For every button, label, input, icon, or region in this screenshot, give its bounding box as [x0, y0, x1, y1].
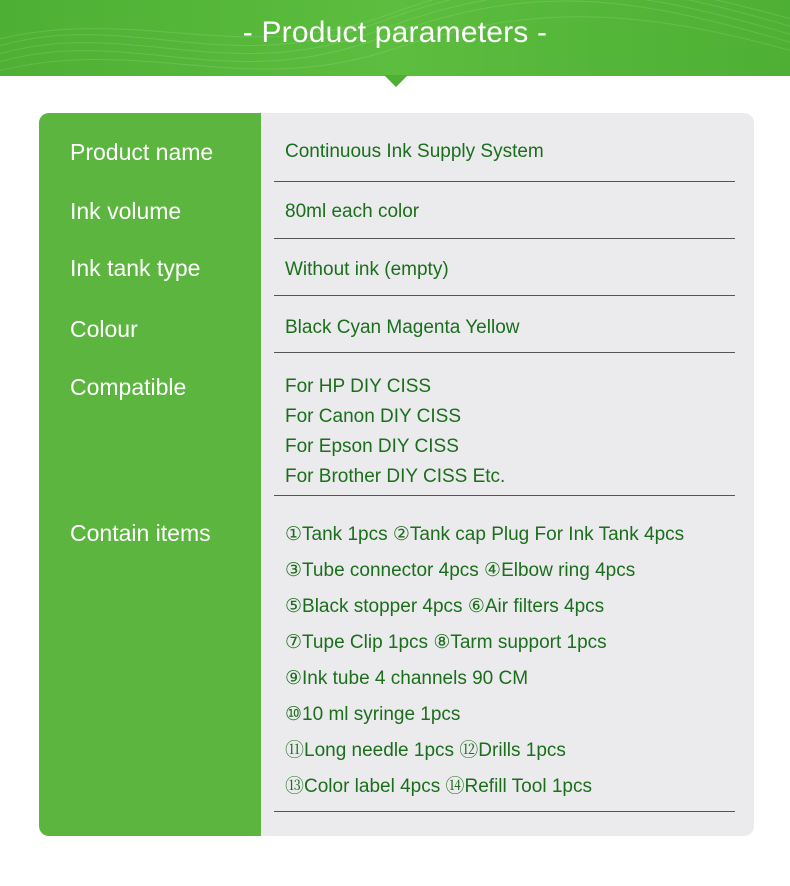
item-line: ③Tube connector 4pcs ④Elbow ring 4pcs [285, 560, 636, 581]
value-line: Without ink (empty) [285, 259, 449, 280]
label-product-name: Product name [70, 139, 214, 165]
value-ink-tank-type [285, 255, 449, 285]
label-column [39, 113, 261, 836]
row-divider [274, 295, 735, 296]
compatible-line: For Canon DIY CISS [285, 406, 462, 427]
value-ink-volume [285, 197, 419, 227]
row-divider [274, 811, 735, 812]
label-ink-volume: Ink volume [70, 198, 182, 224]
banner-pointer [384, 75, 408, 87]
header-banner [0, 0, 790, 76]
label-ink-tank-type: Ink tank type [70, 255, 201, 281]
item-line: ⑦Tupe Clip 1pcs ⑧Tarm support 1pcs [285, 632, 607, 653]
item-line: ⑨Ink tube 4 channels 90 CM [285, 668, 529, 689]
label-colour: Colour [70, 316, 138, 342]
compatible-line: For Epson DIY CISS [285, 436, 459, 457]
value-line: Continuous Ink Supply System [285, 141, 544, 162]
page-title: - Product parameters - [242, 16, 548, 49]
label-contain-items: Contain items [70, 520, 211, 546]
value-colour [285, 313, 519, 343]
label-compatible: Compatible [70, 374, 187, 400]
item-line: ⑩10 ml syringe 1pcs [285, 704, 461, 725]
item-line: ⑬Color label 4pcs ⑭Refill Tool 1pcs [285, 776, 592, 797]
compatible-line: For Brother DIY CISS Etc. [285, 466, 506, 487]
row-divider [274, 181, 735, 182]
row-divider [274, 238, 735, 239]
compatible-line: For HP DIY CISS [285, 376, 432, 397]
value-line: Black Cyan Magenta Yellow [285, 317, 520, 338]
value-contain-items [285, 517, 684, 805]
value-product-name [285, 137, 544, 167]
item-line: ⑤Black stopper 4pcs ⑥Air filters 4pcs [285, 596, 605, 617]
item-line: ①Tank 1pcs ②Tank cap Plug For Ink Tank 4pcs [285, 524, 685, 545]
value-compatible [285, 372, 505, 492]
row-divider [274, 352, 735, 353]
parameters-table [39, 113, 754, 836]
value-line: 80ml each color [285, 201, 420, 222]
item-line: ⑪Long needle 1pcs ⑫Drills 1pcs [285, 740, 566, 761]
row-divider [274, 495, 735, 496]
